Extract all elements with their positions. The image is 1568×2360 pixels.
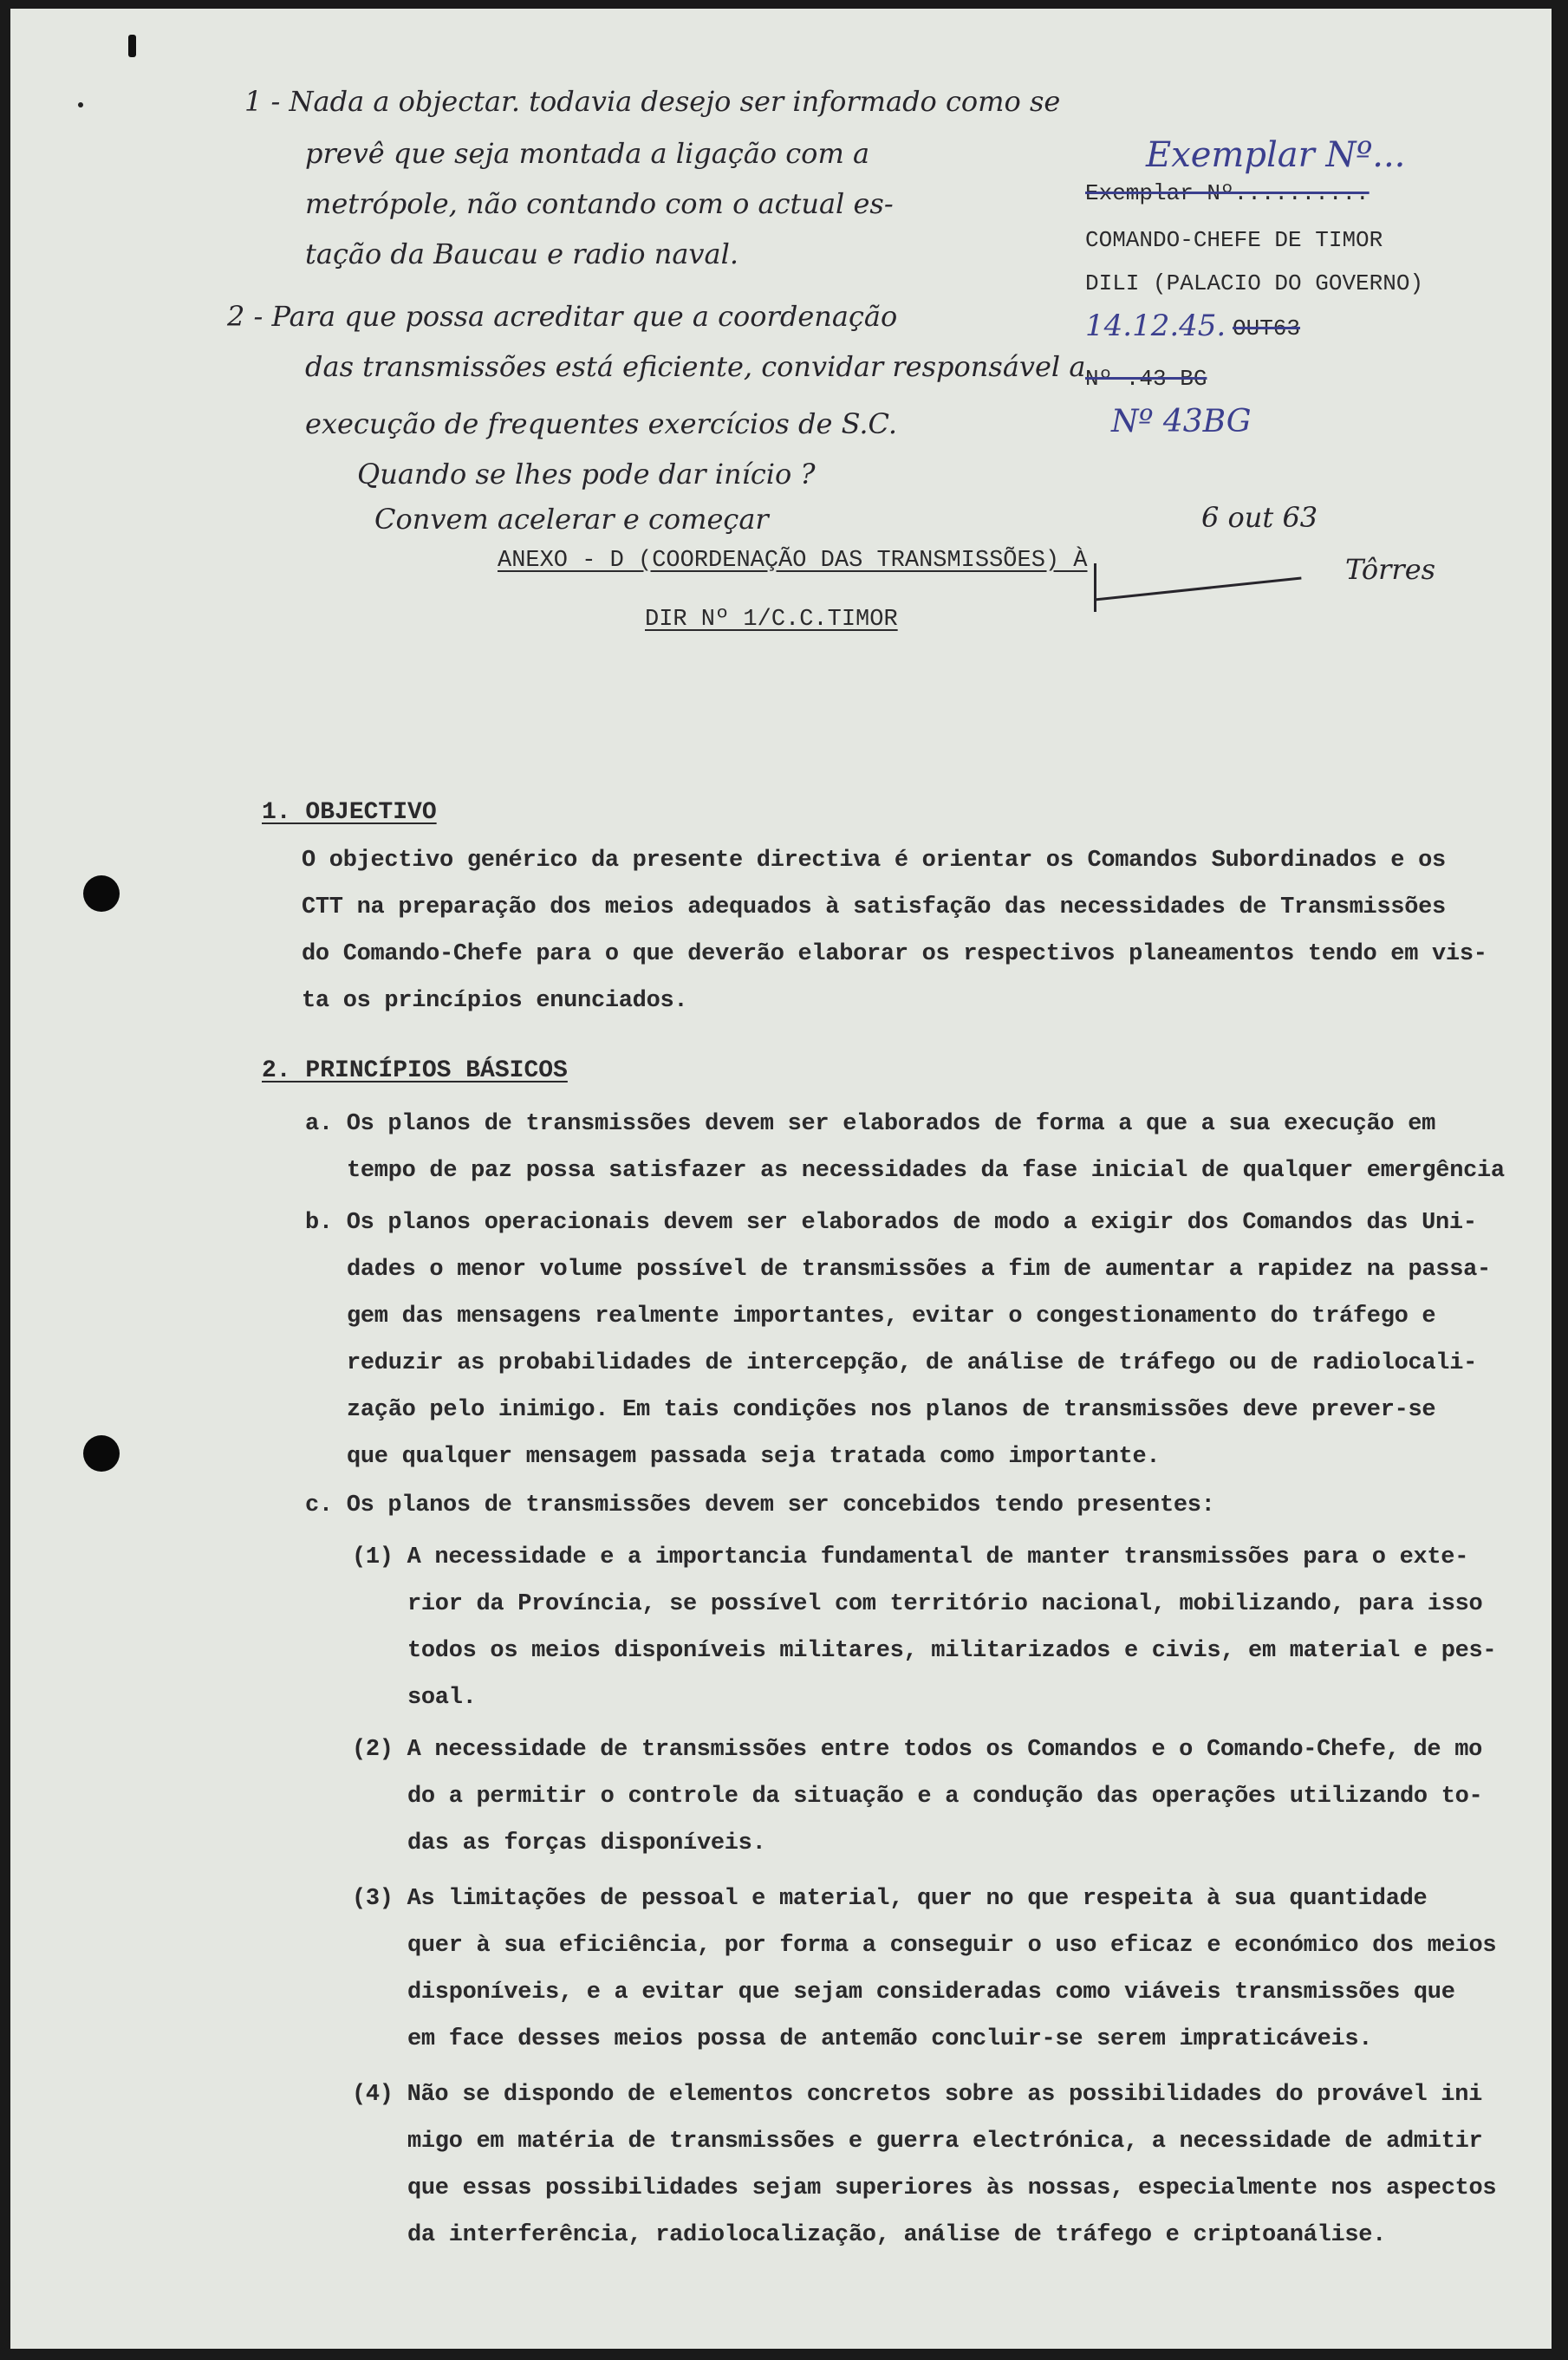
handwritten-line-7: execução de frequentes exercícios de S.C. [305,407,898,440]
command-line-2: DILI (PALACIO DO GOVERNO) [1085,270,1424,296]
handwritten-line-8: Quando se lhes pode dar início ? [357,458,816,491]
item-b-line: reduzir as probabilidades de intercepção, de análise de tráfego ou de radiolocali- [347,1350,1478,1376]
item-c-intro: c. Os planos de transmissões devem ser concebidos tendo presentes: [305,1492,1215,1518]
section-1-heading: 1. OBJECTIVO [262,799,437,826]
date-typed: OUT63 [1233,315,1301,341]
item-c4-line: migo em matéria de transmissões e guerra electrónica, a necessidade de admitir [407,2129,1483,2155]
margin-dot [78,102,83,107]
item-a-line: tempo de paz possa satisfazer as necessidades da fase inicial de qualquer emergência [347,1158,1505,1184]
handwritten-date: 6 out 63 [1201,501,1318,534]
item-c4-line: (4) Não se dispondo de elementos concretos sobre as possibilidades do provável ini [352,2082,1483,2108]
corner-mark [128,35,136,57]
signature-text: Tôrres [1345,553,1436,586]
item-a-line: a. Os planos de transmissões devem ser elaborados de forma a que a sua execução em [305,1111,1436,1137]
item-c1-line: soal. [407,1685,477,1711]
item-c4-line: que essas possibilidades sejam superiores às nossas, especialmente nos aspectos [407,2175,1497,2201]
handwritten-line-6: das transmissões está eficiente, convidar responsável a [305,350,1086,383]
exemplar-typed: Exemplar Nº.......... [1085,180,1370,206]
item-c3-line: em face desses meios possa de antemão concluir-se serem impraticáveis. [407,2026,1373,2052]
punch-hole-top [83,875,120,912]
item-c1-line: todos os meios disponíveis militares, militarizados e civis, em material e pes- [407,1638,1497,1664]
item-b-line: b. Os planos operacionais devem ser elaborados de modo a exigir dos Comandos das Uni- [305,1210,1477,1236]
section-1-line: do Comando-Chefe para o que deverão elaborar os respectivos planeamentos tendo em vis- [302,941,1487,967]
item-b-line: gem das mensagens realmente importantes, evitar o congestionamento do tráfego e [347,1304,1436,1330]
handwritten-line-3: metrópole, não contando com o actual es- [305,187,894,220]
section-1-line: ta os princípios enunciados. [302,988,688,1014]
item-c3-line: quer à sua eficiência, por forma a conseguir o uso eficaz e económico dos meios [407,1933,1497,1959]
number-handwritten: Nº 43BG [1111,404,1252,439]
date-handwritten: 14.12.45. [1085,309,1226,343]
item-c2-line: das as forças disponíveis. [407,1830,766,1856]
item-b-line: zação pelo inimigo. Em tais condições nos planos de transmissões deve prever-se [347,1397,1436,1423]
item-c3-line: (3) As limitações de pessoal e material, quer no que respeita à sua quantidade [352,1886,1428,1912]
signature-stroke-vertical [1094,563,1099,612]
signature-stroke [1095,576,1302,601]
item-c4-line: da interferência, radiolocalização, análise de tráfego e criptoanálise. [407,2222,1387,2248]
item-c1-line: rior da Província, se possível com território nacional, mobilizando, para isso [407,1591,1483,1617]
punch-hole-bottom [83,1435,120,1472]
item-c2-line: (2) A necessidade de transmissões entre todos os Comandos e o Comando-Chefe, de mo [352,1737,1483,1763]
handwritten-line-2: prevê que seja montada a ligação com a [305,137,870,170]
section-2-heading: 2. PRINCÍPIOS BÁSICOS [262,1057,568,1084]
handwritten-line-9: Convem acelerar e começar [374,503,769,536]
handwritten-line-1: 1 - Nada a objectar. todavia desejo ser informado como se [244,85,1061,118]
handwritten-line-4: tação da Baucau e radio naval. [305,237,738,270]
item-c2-line: do a permitir o controle da situação e a condução das operações utilizando to- [407,1784,1483,1810]
number-typed: Nº .43 BG [1085,366,1207,392]
annex-title: ANEXO - D (COORDENAÇÃO DAS TRANSMISSÕES) À [498,548,1088,574]
directive-title: DIR Nº 1/C.C.TIMOR [645,607,898,633]
exemplar-handwritten: Exemplar Nº... [1146,135,1406,175]
command-line-1: COMANDO-CHEFE DE TIMOR [1085,227,1383,253]
item-c3-line: disponíveis, e a evitar que sejam consideradas como viáveis transmissões que [407,1980,1455,2006]
item-b-line: que qualquer mensagem passada seja tratada como importante. [347,1444,1161,1470]
handwritten-line-5: 2 - Para que possa acreditar que a coordenação [227,300,898,333]
section-1-line: O objectivo genérico da presente directiva é orientar os Comandos Subordinados e os [302,848,1446,874]
section-1-line: CTT na preparação dos meios adequados à satisfação das necessidades de Transmissões [302,894,1446,920]
item-c1-line: (1) A necessidade e a importancia fundamental de manter transmissões para o exte- [352,1544,1469,1570]
item-b-line: dades o menor volume possível de transmissões a fim de aumentar a rapidez na passa- [347,1257,1491,1283]
document-page [10,9,1552,2349]
